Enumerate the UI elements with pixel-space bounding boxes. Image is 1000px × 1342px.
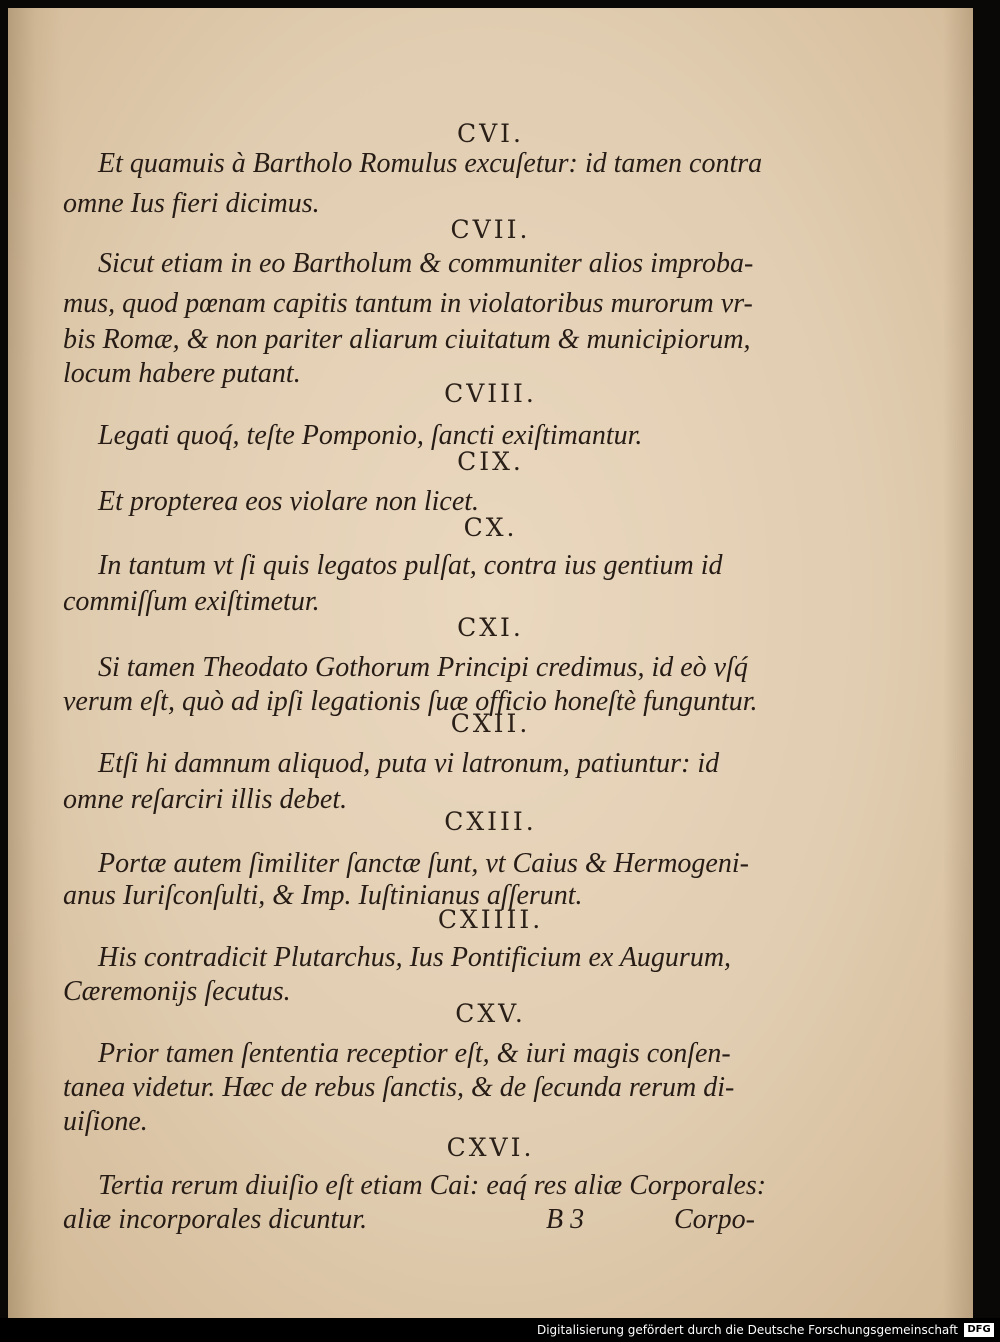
text-line: Sicut etiam in eo Bartholum & communiter alios improba-: [98, 248, 754, 279]
section-numeral: CXI.: [457, 613, 524, 642]
text-line: Legati quoq́, teſte Pomponio, ſancti exiſtimantur.: [98, 420, 643, 451]
text-line: Etſi hi damnum aliquod, puta vi latronum, patiuntur: id: [98, 748, 720, 779]
text-line: verum eſt, quò ad ipſi legationis ſuæ officio honeſtè funguntur.: [63, 686, 758, 717]
catchword: Corpo-: [674, 1204, 755, 1235]
text-line: His contradicit Plutarchus, Ius Pontificium ex Augurum,: [98, 942, 732, 973]
text-line: Et propterea eos violare non licet.: [98, 486, 480, 517]
text-line: commiſſum exiſtimetur.: [63, 586, 320, 617]
footer-credit: Digitalisierung gefördert durch die Deutsche Forschungsgemeinschaft: [536, 1323, 958, 1337]
section-numeral: CXV.: [455, 999, 526, 1028]
text-line: Cæremonijs ſecutus.: [63, 976, 291, 1007]
text-line: mus, quod pœnam capitis tantum in violatoribus murorum vr-: [63, 288, 753, 319]
section-numeral: CVII.: [450, 215, 531, 244]
text-line: Portæ autem ſimiliter ſanctæ ſunt, vt Caius & Hermogeni-: [98, 848, 749, 879]
footer-bar: [0, 1318, 1000, 1342]
book-page: [8, 8, 973, 1318]
section-numeral: CVI.: [456, 119, 524, 148]
text-line: locum habere putant.: [63, 358, 301, 389]
text-line: anus Iuriſconſulti, & Imp. Iuſtinianus aſſerunt.: [63, 880, 583, 911]
text-line: Si tamen Theodato Gothorum Principi credimus, id eò vſq́: [98, 652, 748, 683]
text-line: omne reſarciri illis debet.: [63, 784, 348, 815]
section-numeral: CXIIII.: [437, 905, 544, 934]
text-line: aliæ incorporales dicuntur.: [63, 1204, 368, 1235]
page-text: [8, 8, 973, 1318]
section-numeral: CIX.: [457, 447, 524, 476]
text-line: Et quamuis à Bartholo Romulus excuſetur: id tamen contra: [98, 148, 763, 179]
section-numeral: CX.: [463, 513, 518, 542]
text-line: In tantum vt ſi quis legatos pulſat, contra ius gentium id: [98, 550, 723, 581]
text-line: omne Ius fieri dicimus.: [63, 188, 320, 219]
signature-mark: B 3: [546, 1204, 585, 1235]
section-numeral: CXII.: [450, 709, 531, 738]
section-numeral: CXIII.: [444, 807, 537, 836]
text-line: Tertia rerum diuiſio eſt etiam Cai: eaq́ res aliæ Corporales:: [98, 1170, 767, 1201]
section-numeral: CXVI.: [446, 1133, 535, 1162]
text-line: bis Romæ, & non pariter aliarum ciuitatum & municipiorum,: [63, 324, 751, 355]
text-line: Prior tamen ſententia receptior eſt, & iuri magis conſen-: [98, 1038, 731, 1069]
text-line: uiſione.: [63, 1106, 148, 1137]
dfg-logo: DFG: [964, 1323, 994, 1337]
section-numeral: CVIII.: [444, 379, 537, 408]
text-line: tanea videtur. Hæc de rebus ſanctis, & de ſecunda rerum di-: [63, 1072, 735, 1103]
